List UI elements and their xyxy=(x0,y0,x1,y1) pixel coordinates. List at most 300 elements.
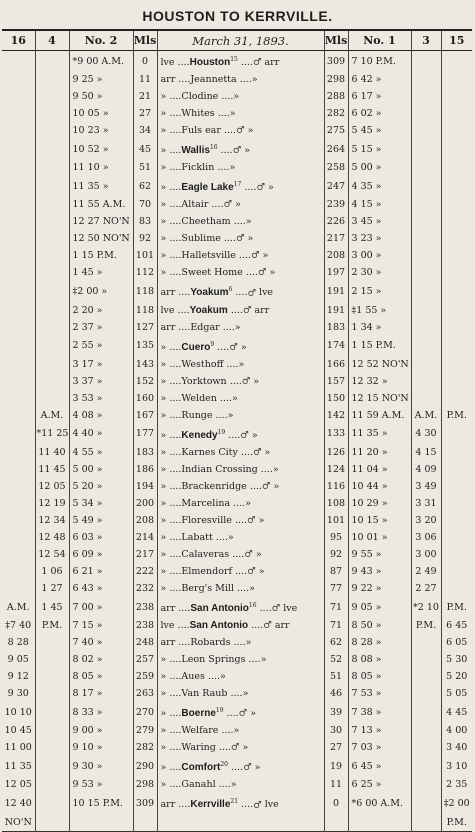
train-4-time: 12 05 xyxy=(35,478,69,495)
train-4-time xyxy=(35,634,69,651)
train-3-time xyxy=(411,776,441,793)
table-row xyxy=(2,563,472,580)
train-no2-time: 10 52 » xyxy=(69,139,133,159)
arrive-leave-right: arr xyxy=(274,620,290,632)
telegraph-office-icon: ♂ xyxy=(263,620,272,632)
station-cell: » ....Sweet Home ....♂ » xyxy=(157,264,324,281)
train-4-time xyxy=(35,196,69,213)
train-4-time xyxy=(35,302,69,319)
station-name: Berg's Mill xyxy=(181,582,234,594)
train-4-time xyxy=(35,105,69,122)
train-16-time xyxy=(2,444,35,461)
train-4-time xyxy=(35,159,69,176)
station-cell: arr ....Edgar ....» xyxy=(157,319,324,336)
station-name: Marcelina xyxy=(181,497,231,509)
train-no2-time: 9 25 » xyxy=(69,71,133,88)
station-footnote: 19 xyxy=(217,428,226,436)
train-no1-time: 7 13 » xyxy=(348,722,411,739)
arrive-leave-right: » xyxy=(232,392,238,404)
arrive-leave-left: arr xyxy=(160,287,176,299)
train-no1-time: 5 00 » xyxy=(348,159,411,176)
train-no1-time: 9 43 » xyxy=(348,563,411,580)
table-row xyxy=(2,122,472,139)
station-cell: » ....Leon Springs ....» xyxy=(157,651,324,668)
miles-from-kerrville: 46 xyxy=(324,685,348,702)
arrive-leave-right: » xyxy=(268,182,274,194)
miles-from-houston: 238 xyxy=(133,597,157,617)
arrive-leave-left: » xyxy=(160,182,167,194)
header-train-16: 16 xyxy=(2,30,35,51)
train-15-time: P.M. xyxy=(441,407,472,424)
arrive-leave-right: » xyxy=(235,199,241,211)
arrive-leave-left: » xyxy=(160,762,167,774)
station-name: Elmendorf xyxy=(181,565,233,577)
station-footnote: 16 xyxy=(248,601,257,609)
train-15-time: 4 45 xyxy=(441,702,472,722)
train-15-time xyxy=(441,88,472,105)
train-3-time xyxy=(411,230,441,247)
station-cell: » ....Brackenridge ....♂ » xyxy=(157,478,324,495)
miles-from-houston: 186 xyxy=(133,461,157,478)
train-4-time: 12 48 xyxy=(35,529,69,546)
train-no1-time: 6 02 » xyxy=(348,105,411,122)
train-4-time: 1 27 xyxy=(35,580,69,597)
telegraph-office-icon: ♂ xyxy=(232,145,242,157)
train-no1-time: 6 25 » xyxy=(348,776,411,793)
telegraph-office-icon: ♂ xyxy=(271,603,281,615)
train-16-time xyxy=(2,196,35,213)
arrive-leave-right: » xyxy=(251,74,258,86)
miles-from-houston: 194 xyxy=(133,478,157,495)
arrive-leave-right: » xyxy=(229,108,236,120)
arrive-leave-left: » xyxy=(160,531,167,543)
miles-from-houston: 232 xyxy=(133,580,157,597)
arrive-leave-right: » xyxy=(233,725,240,737)
train-no2-time: 3 37 » xyxy=(69,373,133,390)
table-row xyxy=(2,196,472,213)
train-16-time xyxy=(2,105,35,122)
station-cell: » ....Welfare ....» xyxy=(157,722,324,739)
arrive-leave-right: lve xyxy=(259,287,274,299)
train-15-time xyxy=(441,159,472,176)
miles-from-houston: 257 xyxy=(133,651,157,668)
miles-from-kerrville: 226 xyxy=(324,213,348,230)
arrive-leave-right: » xyxy=(245,216,252,228)
miles-from-kerrville: 282 xyxy=(324,105,348,122)
train-15-time xyxy=(441,580,472,597)
train-4-time xyxy=(35,230,69,247)
miles-from-houston: 238 xyxy=(133,617,157,634)
station-cell: » ....Elmendorf ....♂ » xyxy=(157,563,324,580)
station-footnote: 15 xyxy=(230,56,238,63)
telegraph-office-icon: ♂ xyxy=(247,565,256,577)
station-name: Altair xyxy=(181,199,209,211)
telegraph-office-icon: ♂ xyxy=(257,267,267,279)
train-no1-time: 12 52 NO'N xyxy=(348,356,411,373)
train-3-time: *2 10 xyxy=(411,597,441,617)
table-row xyxy=(2,668,472,685)
arrive-leave-right: » xyxy=(242,688,249,700)
miles-from-kerrville: 264 xyxy=(324,139,348,159)
table-row xyxy=(2,302,472,319)
train-no2-time: 7 15 » xyxy=(69,617,133,634)
miles-from-houston: 101 xyxy=(133,247,157,264)
arrive-leave-right: » xyxy=(258,514,265,526)
train-15-time xyxy=(441,461,472,478)
train-no1-time: 4 15 » xyxy=(348,196,411,213)
train-15-time xyxy=(441,563,472,580)
miles-from-kerrville: 108 xyxy=(324,495,348,512)
miles-from-houston: 45 xyxy=(133,139,157,159)
arrive-leave-left: » xyxy=(160,199,167,211)
train-16-time: 9 05 xyxy=(7,654,29,666)
train-4-time xyxy=(35,213,69,230)
train-16-time: 12 05 xyxy=(4,779,32,791)
miles-from-kerrville: 30 xyxy=(324,722,348,739)
table-row xyxy=(2,739,472,756)
train-no1-time: 6 17 » xyxy=(348,88,411,105)
arrive-leave-right: » xyxy=(269,267,276,279)
train-3-time xyxy=(411,105,441,122)
miles-from-kerrville: 71 xyxy=(324,617,348,634)
train-no1-time: 3 00 » xyxy=(348,247,411,264)
arrive-leave-left: » xyxy=(160,688,167,700)
header-train-no2: No. 2 xyxy=(69,30,133,51)
train-15-time xyxy=(441,319,472,336)
miles-from-kerrville: 298 xyxy=(324,71,348,88)
station-name: Labatt xyxy=(181,531,213,543)
miles-from-houston: 177 xyxy=(133,424,157,444)
train-4-time xyxy=(35,373,69,390)
table-row xyxy=(2,213,472,230)
train-no2-time: 12 27 NO'N xyxy=(69,213,133,230)
miles-from-kerrville: 95 xyxy=(324,529,348,546)
miles-from-houston: 51 xyxy=(133,159,157,176)
arrive-leave-left: » xyxy=(160,582,167,594)
train-3-time xyxy=(411,373,441,390)
miles-from-houston: 200 xyxy=(133,495,157,512)
miles-from-houston: 11 xyxy=(133,71,157,88)
train-16-time xyxy=(2,424,35,444)
train-4-time: *11 25 xyxy=(35,424,69,444)
train-16-time: 11 35 xyxy=(4,760,32,772)
train-no1-time: 10 15 » xyxy=(348,512,411,529)
table-row xyxy=(2,356,472,373)
miles-from-kerrville: 150 xyxy=(324,390,348,407)
arrive-leave-left: » xyxy=(160,358,167,370)
station-footnote: 16 xyxy=(209,144,218,152)
station-name: Van Raub xyxy=(181,688,228,700)
telegraph-office-icon: ♂ xyxy=(238,708,248,720)
arrive-leave-right: » xyxy=(272,463,279,475)
miles-from-kerrville: 51 xyxy=(324,668,348,685)
miles-from-kerrville: 258 xyxy=(324,159,348,176)
telegraph-office-icon: ♂ xyxy=(256,182,265,194)
miles-from-houston: 290 xyxy=(133,756,157,776)
arrive-leave-left: » xyxy=(160,514,167,526)
train-3-time: 4 09 xyxy=(411,461,441,478)
train-3-time xyxy=(411,739,441,756)
station-name: Welden xyxy=(181,392,217,404)
train-no1-time: 1 34 » xyxy=(348,319,411,336)
train-3-time xyxy=(411,336,441,356)
table-row xyxy=(2,512,472,529)
train-16-time: 12 40 xyxy=(4,797,32,809)
miles-from-kerrville: 166 xyxy=(324,356,348,373)
train-no2-time: 5 20 » xyxy=(69,478,133,495)
train-15-time xyxy=(441,336,472,356)
station-cell: lve ....Yoakum ....♂ arr xyxy=(157,302,324,319)
miles-from-houston: 118 xyxy=(133,281,157,301)
table-row xyxy=(2,444,472,461)
arrive-leave-right: » xyxy=(273,480,280,492)
train-4-time xyxy=(35,651,69,668)
arrive-leave-left: » xyxy=(160,125,167,137)
arrive-leave-left: arr xyxy=(160,637,176,649)
station-cell: » ....Boerne$^{19}$ ....♂ » xyxy=(157,702,324,722)
train-3-time xyxy=(411,122,441,139)
miles-from-houston: 27 xyxy=(133,105,157,122)
station-name: Cheetham xyxy=(181,216,231,228)
miles-from-houston: 152 xyxy=(133,373,157,390)
header-date: March 31, 1893. xyxy=(157,30,324,51)
train-15-time: 6 05 xyxy=(441,634,472,651)
train-4-time xyxy=(35,51,69,72)
miles-from-houston: 118 xyxy=(133,302,157,319)
arrive-leave-left: » xyxy=(160,671,167,683)
station-cell: » ....Comfort$^{20}$ ....♂ » xyxy=(157,756,324,776)
train-no2-time: 9 53 » xyxy=(69,776,133,793)
arrive-leave-left: » xyxy=(160,480,167,492)
train-3-time xyxy=(411,685,441,702)
header-row xyxy=(2,30,472,51)
miles-from-houston: 279 xyxy=(133,722,157,739)
station-name: Floresville xyxy=(181,514,232,526)
station-name: Wallis xyxy=(181,145,210,157)
station-footnote: 21 xyxy=(230,798,239,806)
train-no2-time: 9 00 » xyxy=(69,722,133,739)
train-4-time: 12 34 xyxy=(35,512,69,529)
timetable-body xyxy=(2,51,472,814)
train-3-time: 3 20 xyxy=(411,512,441,529)
train-no2-time: 1 15 P.M. xyxy=(69,247,133,264)
table-row xyxy=(2,105,472,122)
train-15-time: 5 30 xyxy=(441,651,472,668)
arrive-leave-right: » xyxy=(250,708,256,720)
station-cell: arr ....San Antonio$^{16}$ ....♂ lve xyxy=(157,597,324,617)
table-row xyxy=(2,264,472,281)
miles-from-kerrville: 191 xyxy=(324,281,348,301)
station-name: Comfort xyxy=(181,762,221,774)
table-row xyxy=(2,702,472,722)
telegraph-office-icon: ♂ xyxy=(241,375,251,387)
table-row xyxy=(2,247,472,264)
train-16-time: 11 00 xyxy=(4,742,32,754)
train-no1-time: 11 20 » xyxy=(348,444,411,461)
miles-from-kerrville: 239 xyxy=(324,196,348,213)
station-name: Karnes City xyxy=(181,446,238,458)
station-cell: » ....Whites ....» xyxy=(157,105,324,122)
station-cell: arr ....Kerrville$^{21}$ ....♂ lve xyxy=(157,793,324,813)
train-16-time xyxy=(2,281,35,301)
train-16-time xyxy=(2,88,35,105)
train-16-time xyxy=(2,563,35,580)
train-no2-time: 11 55 A.M. xyxy=(69,196,133,213)
table-row xyxy=(2,597,472,617)
station-name: Clodine xyxy=(181,91,219,103)
train-15-time: 3 10 xyxy=(441,756,472,776)
table-row xyxy=(2,336,472,356)
train-15-time xyxy=(441,356,472,373)
train-15-time xyxy=(441,478,472,495)
arrive-leave-right: » xyxy=(264,446,271,458)
train-no1-time: 4 35 » xyxy=(348,176,411,196)
table-row xyxy=(2,424,472,444)
arrive-leave-left: » xyxy=(160,742,167,754)
train-no2-time: 11 35 » xyxy=(69,176,133,196)
train-16-time: A.M. xyxy=(6,601,30,613)
train-15-time xyxy=(441,546,472,563)
train-3-time: P.M. xyxy=(411,617,441,634)
table-row xyxy=(2,407,472,424)
train-4-time: 11 45 xyxy=(35,461,69,478)
station-footnote: 6 xyxy=(228,286,233,294)
train-no2-time: 8 17 » xyxy=(69,685,133,702)
miles-from-kerrville: 157 xyxy=(324,373,348,390)
station-cell: » ....Sublime ....♂ » xyxy=(157,230,324,247)
train-no1-time: 9 55 » xyxy=(348,546,411,563)
table-row xyxy=(2,71,472,88)
train-16-time xyxy=(2,159,35,176)
train-no2-time: 3 17 » xyxy=(69,356,133,373)
arrive-leave-right: » xyxy=(227,409,234,421)
train-no1-time: 8 28 » xyxy=(348,634,411,651)
timetable xyxy=(2,29,472,832)
train-16-time: 10 45 xyxy=(4,725,32,737)
train-3-time xyxy=(411,390,441,407)
train-no1-time: 8 05 » xyxy=(348,668,411,685)
train-16-time xyxy=(2,230,35,247)
arrive-leave-left: » xyxy=(160,216,167,228)
miles-from-kerrville: 197 xyxy=(324,264,348,281)
station-cell: » ....Wallis$^{16}$ ....♂ » xyxy=(157,139,324,159)
train-no2-time: 10 15 P.M. xyxy=(69,793,133,813)
train-no2-time: 9 50 » xyxy=(69,88,133,105)
train-16-time xyxy=(2,122,35,139)
telegraph-office-icon: ♂ xyxy=(244,548,253,560)
train-no1-time: 5 45 » xyxy=(348,122,411,139)
telegraph-office-icon: ♂ xyxy=(230,742,240,754)
miles-from-houston: 298 xyxy=(133,776,157,793)
train-16-time xyxy=(2,319,35,336)
miles-from-houston: 259 xyxy=(133,668,157,685)
telegraph-office-icon: ♂ xyxy=(240,429,249,441)
train-15-time xyxy=(441,105,472,122)
table-row xyxy=(2,281,472,301)
train-16-time xyxy=(2,390,35,407)
miles-from-houston: 127 xyxy=(133,319,157,336)
train-4-time xyxy=(35,390,69,407)
station-cell: » ....Yorktown ....♂ » xyxy=(157,373,324,390)
arrive-leave-left: » xyxy=(160,145,167,157)
train-no2-time: 7 40 » xyxy=(69,634,133,651)
train-4-time xyxy=(35,122,69,139)
train-no1-time: 9 05 » xyxy=(348,597,411,617)
train-no1-time: 11 59 A.M. xyxy=(348,407,411,424)
train-4-time xyxy=(35,668,69,685)
miles-from-houston: 143 xyxy=(133,356,157,373)
train-no2-time: 12 50 NO'N xyxy=(69,230,133,247)
train-no1-time: 3 45 » xyxy=(348,213,411,230)
miles-from-kerrville: 87 xyxy=(324,563,348,580)
station-name: Leon Springs xyxy=(181,654,246,666)
train-no1-time: 8 08 » xyxy=(348,651,411,668)
train-15-time xyxy=(441,176,472,196)
train-3-time: 3 31 xyxy=(411,495,441,512)
miles-from-kerrville: 19 xyxy=(324,756,348,776)
miles-from-kerrville: 124 xyxy=(324,461,348,478)
train-16-time xyxy=(2,51,35,72)
train-16-time xyxy=(2,139,35,159)
header-train-no1: No. 1 xyxy=(348,30,411,51)
train-3-time: 3 06 xyxy=(411,529,441,546)
station-cell: » ....Floresville ....♂ » xyxy=(157,512,324,529)
station-cell: arr ....Yoakum$^6$ ....♂ lve xyxy=(157,281,324,301)
train-no2-time: 2 37 » xyxy=(69,319,133,336)
arrive-leave-left: » xyxy=(160,654,167,666)
station-cell: » ....Marcelina ....» xyxy=(157,495,324,512)
footer-row xyxy=(2,814,472,832)
train-no1-time: 10 44 » xyxy=(348,478,411,495)
train-no2-time: 11 10 » xyxy=(69,159,133,176)
miles-from-kerrville: 183 xyxy=(324,319,348,336)
train-3-time xyxy=(411,264,441,281)
train-15-time xyxy=(441,51,472,72)
miles-from-houston: 112 xyxy=(133,264,157,281)
telegraph-office-icon: ♂ xyxy=(236,125,245,137)
train-16-time: 9 12 xyxy=(7,671,29,683)
station-name: Cuero xyxy=(181,341,211,353)
train-no2-time: 4 08 » xyxy=(69,407,133,424)
arrive-leave-left: lve xyxy=(160,304,175,316)
table-row xyxy=(2,139,472,159)
station-cell: arr ....Robards ....» xyxy=(157,634,324,651)
table-row xyxy=(2,159,472,176)
table-row xyxy=(2,529,472,546)
train-15-time xyxy=(441,373,472,390)
station-name: Welfare xyxy=(181,725,219,737)
arrive-leave-right: arr xyxy=(264,57,280,69)
station-footnote: 20 xyxy=(220,761,228,769)
station-cell: » ....Calaveras ....♂ » xyxy=(157,546,324,563)
miles-from-houston: 135 xyxy=(133,336,157,356)
train-no1-time: 11 35 » xyxy=(348,424,411,444)
station-cell: » ....Labatt ....» xyxy=(157,529,324,546)
train-no2-time: 8 05 » xyxy=(69,668,133,685)
miles-from-houston: 263 xyxy=(133,685,157,702)
train-16-time xyxy=(2,495,35,512)
train-no1-time: 2 15 » xyxy=(348,281,411,301)
station-name: San Antonio xyxy=(190,603,249,615)
telegraph-office-icon: ♂ xyxy=(261,480,271,492)
station-cell: » ....Altair ....♂ » xyxy=(157,196,324,213)
station-cell: » ....Ficklin ....» xyxy=(157,159,324,176)
station-name: Boerne xyxy=(181,708,216,720)
train-4-time xyxy=(35,739,69,756)
train-15-time: 6 45 xyxy=(441,617,472,634)
train-3-time xyxy=(411,139,441,159)
station-name: Sublime xyxy=(181,233,221,245)
